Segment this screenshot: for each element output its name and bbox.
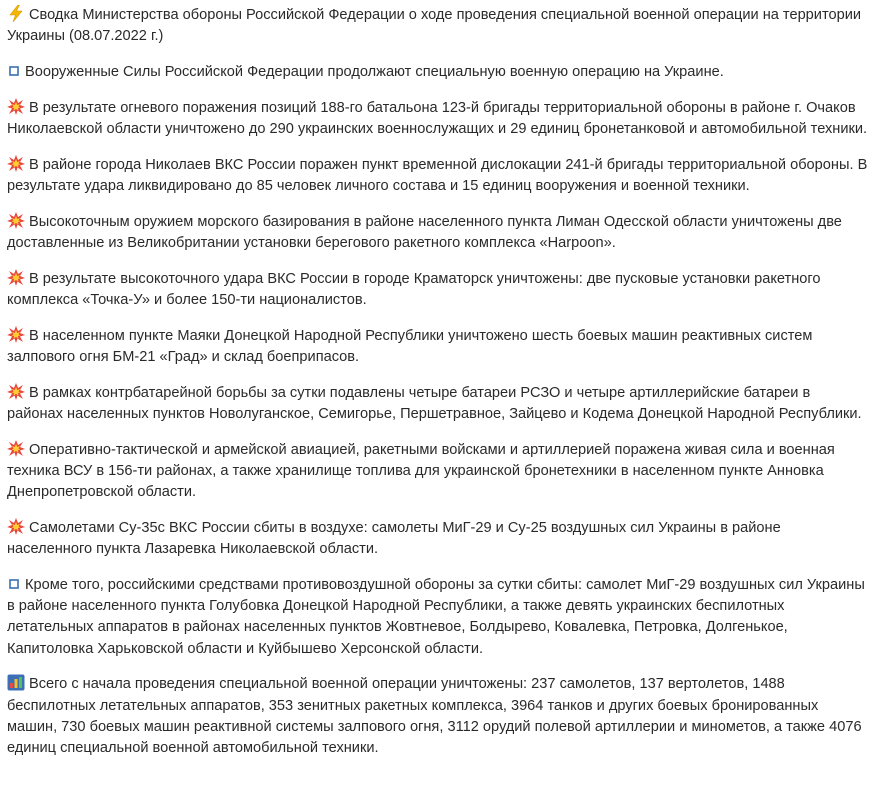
paragraph-text: Всего с начала проведения специальной военной операции уничтожены: 237 самолетов, 137 вертолетов, 1488 беспилотных летательных аппаратов, 353 зенитных ракетных комплекса, 3964 танков и других боевых бронированных машин, 730 боевых машин реактивной системы залпового огня, 3112 орудий полевой артиллерии и минометов, а также 4076 единиц специальной военной автомобильной техники. <box>7 676 862 757</box>
paragraph-text: Кроме того, российскими средствами противовоздушной обороны за сутки сбиты: самолет МиГ-29 воздушных сил Украины в районе населенного пункта Голубовка Донецкой Народной Республики, а также девять украинских беспилотных летательных аппаратов в районах населенных пунктов Жовтневое, Болдырево, Ковалевка, Петровка, Долгенькое, Капитоловка Харьковской области и Куйбышево Херсонской области. <box>7 576 865 657</box>
paragraph-text: Вооруженные Силы Российской Федерации продолжают специальную военную операцию на Украине. <box>25 63 724 80</box>
lightning-icon <box>7 5 25 21</box>
paragraph-text: В рамках контрбатарейной борьбы за сутки подавлены четыре батареи РСЗО и четыре артиллерийские батареи в районах населенных пунктов Новолуганское, Семигорье, Першетравное, Зайцево и Кодема Донецкой Народной Республики. <box>7 384 862 422</box>
explosion-icon <box>7 518 25 534</box>
explosion-icon <box>7 98 25 114</box>
post-title <box>7 5 869 48</box>
post-title-text: Сводка Министерства обороны Российской Федерации о ходе проведения специальной военной операции на территории Украины (08.07.2022 г.) <box>7 7 862 45</box>
bullet-square-icon <box>7 62 21 78</box>
paragraph-text: Высокоточным оружием морского базирования в районе населенного пункта Лиман Одесской области уничтожены две доставленные из Великобритании установки берегового ракетного комплекса «Harpoon». <box>7 213 842 251</box>
explosion-icon <box>7 326 25 342</box>
paragraph <box>7 440 869 504</box>
paragraph <box>7 383 869 426</box>
explosion-icon <box>7 383 25 399</box>
paragraph <box>7 62 869 83</box>
paragraph <box>7 98 869 141</box>
paragraph <box>7 575 869 660</box>
paragraph-text: Оперативно-тактической и армейской авиацией, ракетными войсками и артиллерией поражена живая сила и военная техника ВСУ в 156-ти районах, а также хранилище топлива для украинской бронетехники в населенном пункте Анновка Днепропетровской области. <box>7 441 835 501</box>
paragraph-text: В населенном пункте Маяки Донецкой Народной Республики уничтожено шесть боевых машин реактивных систем залпового огня БМ-21 «Град» и склад боеприпасов. <box>7 327 813 365</box>
bar-chart-icon <box>7 674 25 690</box>
paragraph-text: В результате высокоточного удара ВКС России в городе Краматорск уничтожены: две пусковые установки ракетного комплекса «Точка-У» и более 150-ти националистов. <box>7 270 821 308</box>
paragraph <box>7 212 869 255</box>
paragraph <box>7 269 869 312</box>
paragraph <box>7 326 869 369</box>
bullet-square-icon <box>7 575 21 591</box>
explosion-icon <box>7 155 25 171</box>
paragraph-text: Самолетами Су-35с ВКС России сбиты в воздухе: самолеты МиГ-29 и Су-25 воздушных сил Украины в районе населенного пункта Лазаревка Николаевской области. <box>7 519 781 558</box>
explosion-icon <box>7 440 25 456</box>
paragraph <box>7 155 869 198</box>
explosion-icon <box>7 212 25 228</box>
paragraph <box>7 674 869 759</box>
paragraph-text: В районе города Николаев ВКС России поражен пункт временной дислокации 241-й бригады территориальной обороны. В результате удара ликвидировано до 85 человек личного состава и 15 единиц вооружения и военной техники. <box>7 156 868 194</box>
paragraph <box>7 518 869 561</box>
explosion-icon <box>7 269 25 285</box>
paragraph-text: В результате огневого поражения позиций 188-го батальона 123-й бригады территориальной обороны в районе г. Очаков Николаевской области уничтожено до 290 украинских военнослужащих и 29 единиц бронетанковой и автомобильной техники. <box>7 99 868 137</box>
